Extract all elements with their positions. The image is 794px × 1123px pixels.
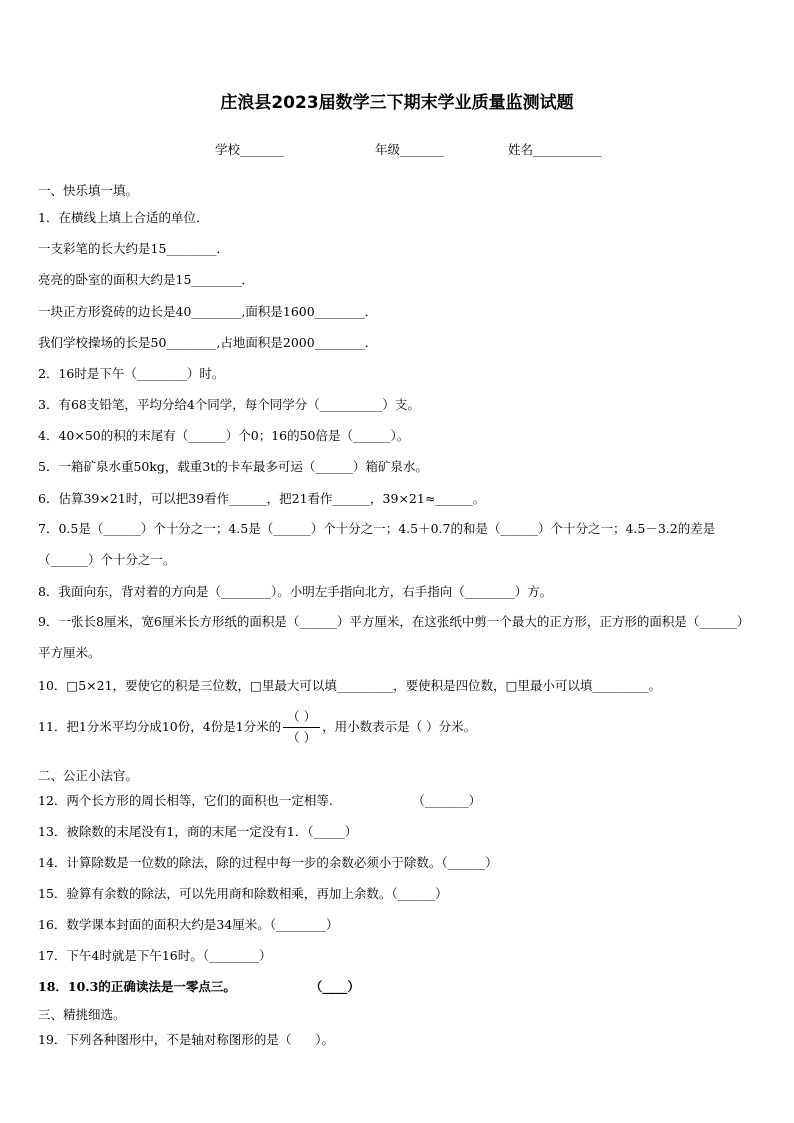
question-16: 16．数学课本封面的面积大约是34厘米。（________） [38,917,339,932]
question-8: 8．我面向东，背对着的方向是（________）。小明左手指向北方，右手指向（________）方。 [38,584,553,599]
fraction-denominator-blank: （ ） [287,730,317,745]
question-4: 4．40×50的积的末尾有（______）个0；16的50倍是（______）。 [38,428,410,443]
question-1-item-c: 一块正方形瓷砖的边长是40________,面积是1600________． [38,304,378,319]
fraction-blank [283,708,320,747]
name-label: 姓名 [508,142,534,157]
question-1-item-b: 亮亮的卧室的面积大约是15________． [38,272,254,287]
question-1-item-a: 一支彩笔的长大约是15________． [38,241,229,256]
question-1-item-d: 我们学校操场的长是50________,占地面积是2000________． [38,335,378,350]
question-10: 10．□5×21，要使它的积是三位数，□里最大可以填_________，要使积是四位数，□里最小可以填_________。 [38,678,662,693]
grade-field [375,140,444,158]
grade-blank: _______ [400,142,444,157]
fraction-numerator-blank: （ ） [283,708,320,728]
question-12: 12．两个长方形的周长相等，它们的面积也一定相等. （_______） [38,793,482,808]
question-14: 14．计算除数是一位数的除法，除的过程中每一步的余数必须小于除数。（______） [38,855,498,870]
grade-label: 年级 [375,142,401,157]
question-2: 2．16时是下午（________）时。 [38,366,225,381]
question-6: 6．估算39×21时，可以把39看作______，把21看作______，39×21≈______。 [38,491,486,506]
page-title: 庄浪县2023届数学三下期末学业质量监测试题 [220,93,574,113]
question-11-tail: ，用小数表示是（ ）分米。 [322,719,477,734]
question-15: 15．验算有余数的除法，可以先用商和除数相乘，再加上余数。（______） [38,886,448,901]
section-1-heading: 一、快乐填一填。 [38,183,139,198]
question-5: 5．一箱矿泉水重50kg，载重3t的卡车最多可运（______）箱矿泉水。 [38,459,428,474]
name-blank: ___________ [533,142,602,157]
question-9: 9．一张长8厘米，宽6厘米长方形纸的面积是（______）平方厘米，在这张纸中剪一个最大的正方形，正方形的面积是（______）平方厘米。 [38,614,750,660]
question-18: 18．10.3的正确读法是一零点三。 （____） [38,979,360,994]
question-3: 3．有68支铅笔，平均分给4个同学，每个同学分（__________）支。 [38,397,420,412]
question-11 [38,708,476,747]
question-17: 17．下午4时就是下午16时。（________） [38,948,272,963]
question-19: 19．下列各种图形中，不是轴对称图形的是（ ）。 [38,1032,334,1047]
name-field [508,140,602,158]
question-11-text: 11．把1分米平均分成10份，4份是1分米的 [38,719,282,734]
question-7: 7．0.5是（______）个十分之一；4.5是（______）个十分之一；4.5＋0.7的和是（______）个十分之一；4.5－3.2的差是（______）个十分之一。 [38,521,716,567]
question-13: 13．被除数的末尾没有1，商的末尾一定没有1．（_____） [38,824,358,839]
question-1: 1．在横线上填上合适的单位． [38,210,209,225]
section-2-heading: 二、公正小法官。 [38,768,139,783]
school-label: 学校 [215,142,241,157]
school-field [215,140,284,158]
section-3-heading: 三、精挑细选。 [38,1007,126,1022]
school-blank: _______ [240,142,284,157]
